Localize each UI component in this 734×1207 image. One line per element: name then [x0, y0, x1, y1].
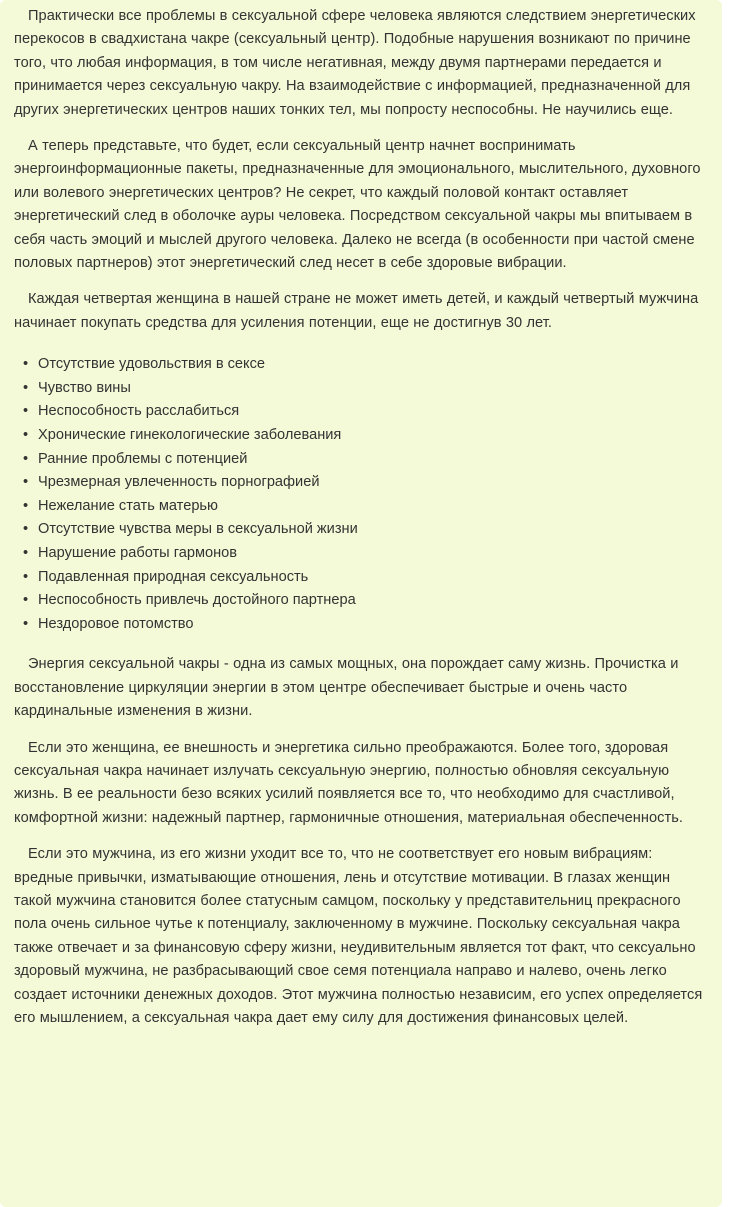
list-item-label: Подавленная природная сексуальность: [38, 568, 309, 585]
list-item: [22, 613, 704, 637]
list-item: [22, 377, 704, 401]
paragraph-outro-2: Если это женщина, ее внешность и энергетика сильно преображаются. Более того, здоровая сексуальная чакра начинает излучать сексуальную энергию, полностью обновляя сексуальную жизнь. В ее реальности безо всяких усилий появляется все то, что необходимо для счастливой, комфортной жизни: надежный партнер, гармоничные отношения, материальная обеспеченность.: [14, 739, 683, 826]
list-item-label: Нездоровое потомство: [38, 615, 194, 632]
bullet-icon: •: [23, 568, 29, 585]
list-item: [22, 353, 704, 377]
list-item-label: Отсутствие удовольствия в сексе: [38, 356, 266, 373]
bullet-icon: •: [23, 403, 29, 420]
list-item: [22, 424, 704, 448]
bullet-icon: •: [23, 497, 29, 514]
bullet-icon: •: [23, 592, 29, 609]
list-item-label: Нежелание стать матерью: [38, 497, 218, 514]
paragraph-intro-1: Практически все проблемы в сексуальной сфере человека являются следствием энергетических перекосов в свадхистана чакре (сексуальный центр). Подобные нарушения возникают по причине того, что любая информация, в том числе негативная, между двумя партнерами передается и принимается через сексуальную чакру. На взаимодействие с информацией, предназначенной для других энергетических центров наших тонких тел, мы попросту неспособны. Не научились еще.: [14, 8, 696, 118]
paragraph-outro-1: Энергия сексуальной чакры - одна из самых мощных, она порождает саму жизнь. Прочистка и восстановление циркуляции энергии в этом центре обеспечивает быстрые и очень часто кардинальные изменения в жизни.: [14, 656, 679, 720]
bullet-icon: •: [23, 379, 29, 396]
symptom-list: [14, 353, 704, 636]
paragraph-outro-3: Если это мужчина, из его жизни уходит все то, что не соответствует его новым вибрациям: вредные привычки, изматывающие отношения, лень и отсутствие мотивации. В глазах женщин такой мужчина становится более статусным самцом, поскольку у представительниц прекрасного пола очень сильное чутье к потенциалу, заключенному в мужчине. Поскольку сексуальная чакра также отвечает и за финансовую сферу жизни, неудивительным является тот факт, что сексуально здоровый мужчина, не разбрасывающий свое семя потенциала направо и налево, очень легко создает источники денежных доходов. Этот мужчина полностью независим, его успех определяется его мышлением, а сексуальная чакра дает ему силу для достижения финансовых целей.: [14, 846, 703, 1027]
list-item: [22, 495, 704, 519]
list-item-label: Неспособность привлечь достойного партнера: [38, 592, 356, 609]
list-item: [22, 542, 704, 566]
list-item-label: Нарушение работы гармонов: [38, 545, 238, 562]
bullet-icon: •: [23, 450, 29, 467]
list-item: [22, 448, 704, 472]
list-item-label: Неспособность расслабиться: [38, 403, 240, 420]
list-item-label: Ранние проблемы с потенцией: [38, 450, 248, 467]
list-item: [22, 471, 704, 495]
paragraph-intro-2: А теперь представьте, что будет, если сексуальный центр начнет воспринимать энергоинформационные пакеты, предназначенные для эмоционального, мыслительного, духовного или волевого энергетических центров? Не секрет, что каждый половой контакт оставляет энергетический след в оболочке ауры человека. Посредством сексуальной чакры мы впитываем в себя часть эмоций и мыслей другого человека. Далеко не всегда (в особенности при частой смене половых партнеров) этот энергетический след несет в себе здоровые вибрации.: [14, 138, 701, 272]
bullet-icon: •: [23, 545, 29, 562]
list-item: [22, 589, 704, 613]
list-item-label: Хронические гинекологические заболевания: [38, 427, 342, 444]
list-item: [22, 518, 704, 542]
list-item: [22, 566, 704, 590]
bullet-icon: •: [23, 356, 29, 373]
bullet-icon: •: [23, 521, 29, 538]
list-item-label: Чувство вины: [38, 379, 131, 396]
bullet-icon: •: [23, 427, 29, 444]
list-item-label: Отсутствие чувства меры в сексуальной жизни: [38, 521, 358, 538]
bullet-icon: •: [23, 474, 29, 491]
list-item-label: Чрезмерная увлеченность порнографией: [38, 474, 320, 491]
bullet-icon: •: [23, 615, 29, 632]
list-item: [22, 400, 704, 424]
paragraph-intro-3: Каждая четвертая женщина в нашей стране не может иметь детей, и каждый четвертый мужчина начинает покупать средства для усиления потенции, еще не достигнув 30 лет.: [14, 291, 699, 331]
